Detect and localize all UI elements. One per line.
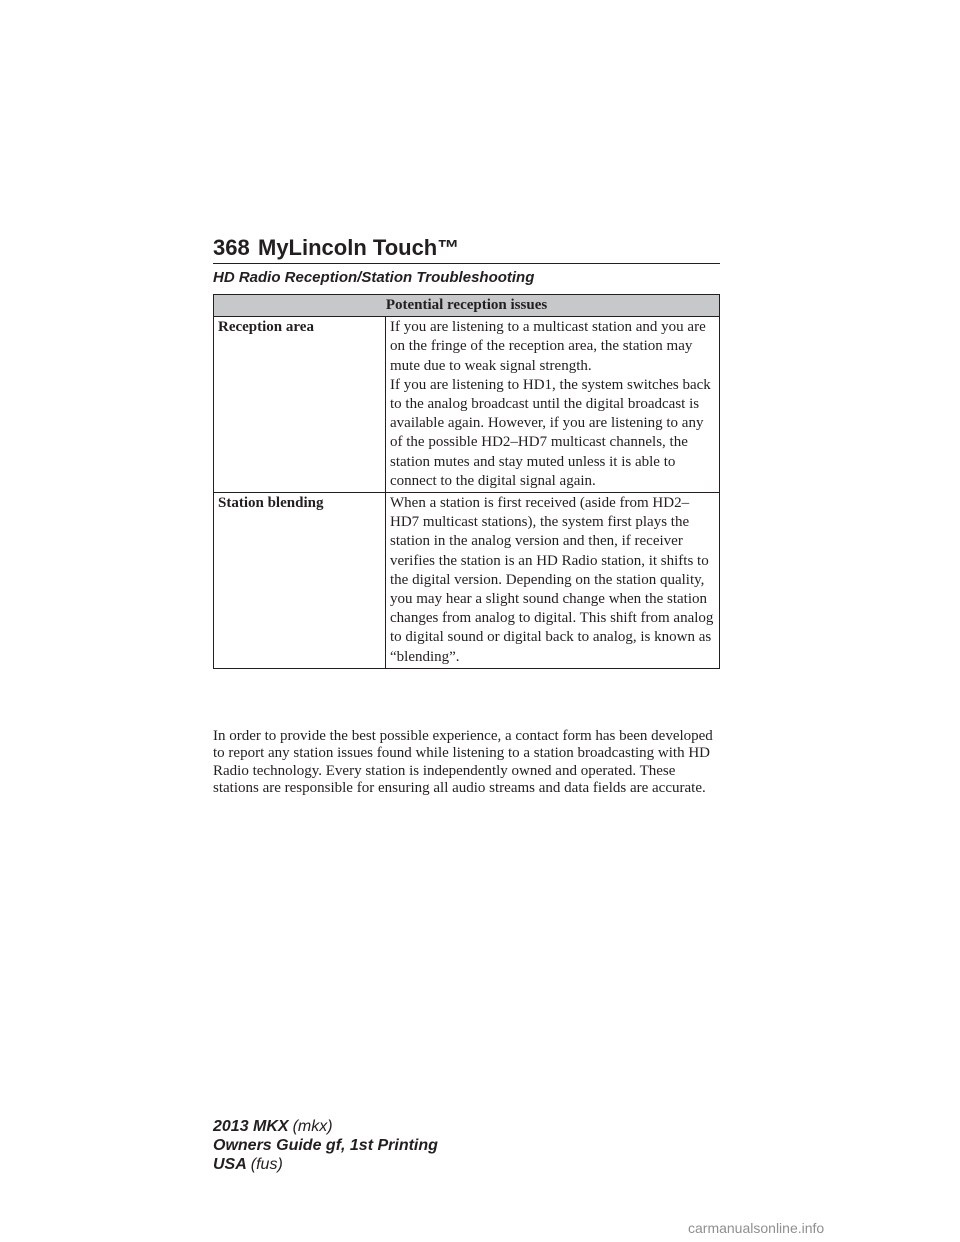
table-row bbox=[214, 493, 720, 669]
page-header bbox=[213, 236, 720, 264]
row-description bbox=[386, 493, 720, 669]
row-description bbox=[386, 317, 720, 493]
table-title: Potential reception issues bbox=[214, 295, 720, 317]
table-row bbox=[214, 317, 720, 493]
footer-market-code: (fus) bbox=[250, 1156, 283, 1173]
footer bbox=[213, 1117, 438, 1174]
footer-market: USA bbox=[213, 1156, 247, 1173]
section-heading: HD Radio Reception/Station Troubleshooting bbox=[213, 269, 535, 286]
row-paragraph: If you are listening to HD1, the system switches back to the analog broadcast until the digital broadcast is available again. However, if you are listening to any of the possible HD2–HD7 multicast channels, the station mutes and stay muted unless it is able to connect to the digital signal again. bbox=[390, 376, 711, 489]
footer-model: 2013 MKX bbox=[213, 1118, 289, 1135]
footer-line-guide bbox=[213, 1136, 438, 1155]
page-number: 368 bbox=[213, 235, 250, 260]
body-paragraph: In order to provide the best possible experience, a contact form has been developed to report any station issues found while listening to a station broadcasting with HD Radio technology. Every station is independently owned and operated. These stations are responsible for ensuring all audio streams and data fields are accurate. bbox=[213, 728, 713, 797]
reception-issues-table bbox=[213, 294, 720, 669]
row-paragraph: When a station is first received (aside from HD2–HD7 multicast stations), the system first plays the station in the analog version and then, if receiver verifies the station is an HD Radio station, it shifts to the digital version. Depending on the station quality, you may hear a slight sound change when the station changes from analog to digital. This shift from analog to digital sound or digital back to analog, is known as “blending”. bbox=[390, 495, 714, 665]
footer-guide: Owners Guide gf, 1st Printing bbox=[213, 1137, 438, 1154]
chapter-title: MyLincoln Touch™ bbox=[258, 235, 460, 260]
footer-line-model bbox=[213, 1117, 438, 1136]
footer-line-market bbox=[213, 1155, 438, 1174]
row-paragraph: If you are listening to a multicast station and you are on the fringe of the reception area, the station may mute due to weak signal strength. bbox=[390, 319, 706, 374]
row-label: Station blending bbox=[214, 493, 386, 669]
row-label: Reception area bbox=[214, 317, 386, 493]
watermark: carmanualsonline.info bbox=[688, 1220, 825, 1236]
footer-model-code: (mkx) bbox=[292, 1118, 333, 1135]
